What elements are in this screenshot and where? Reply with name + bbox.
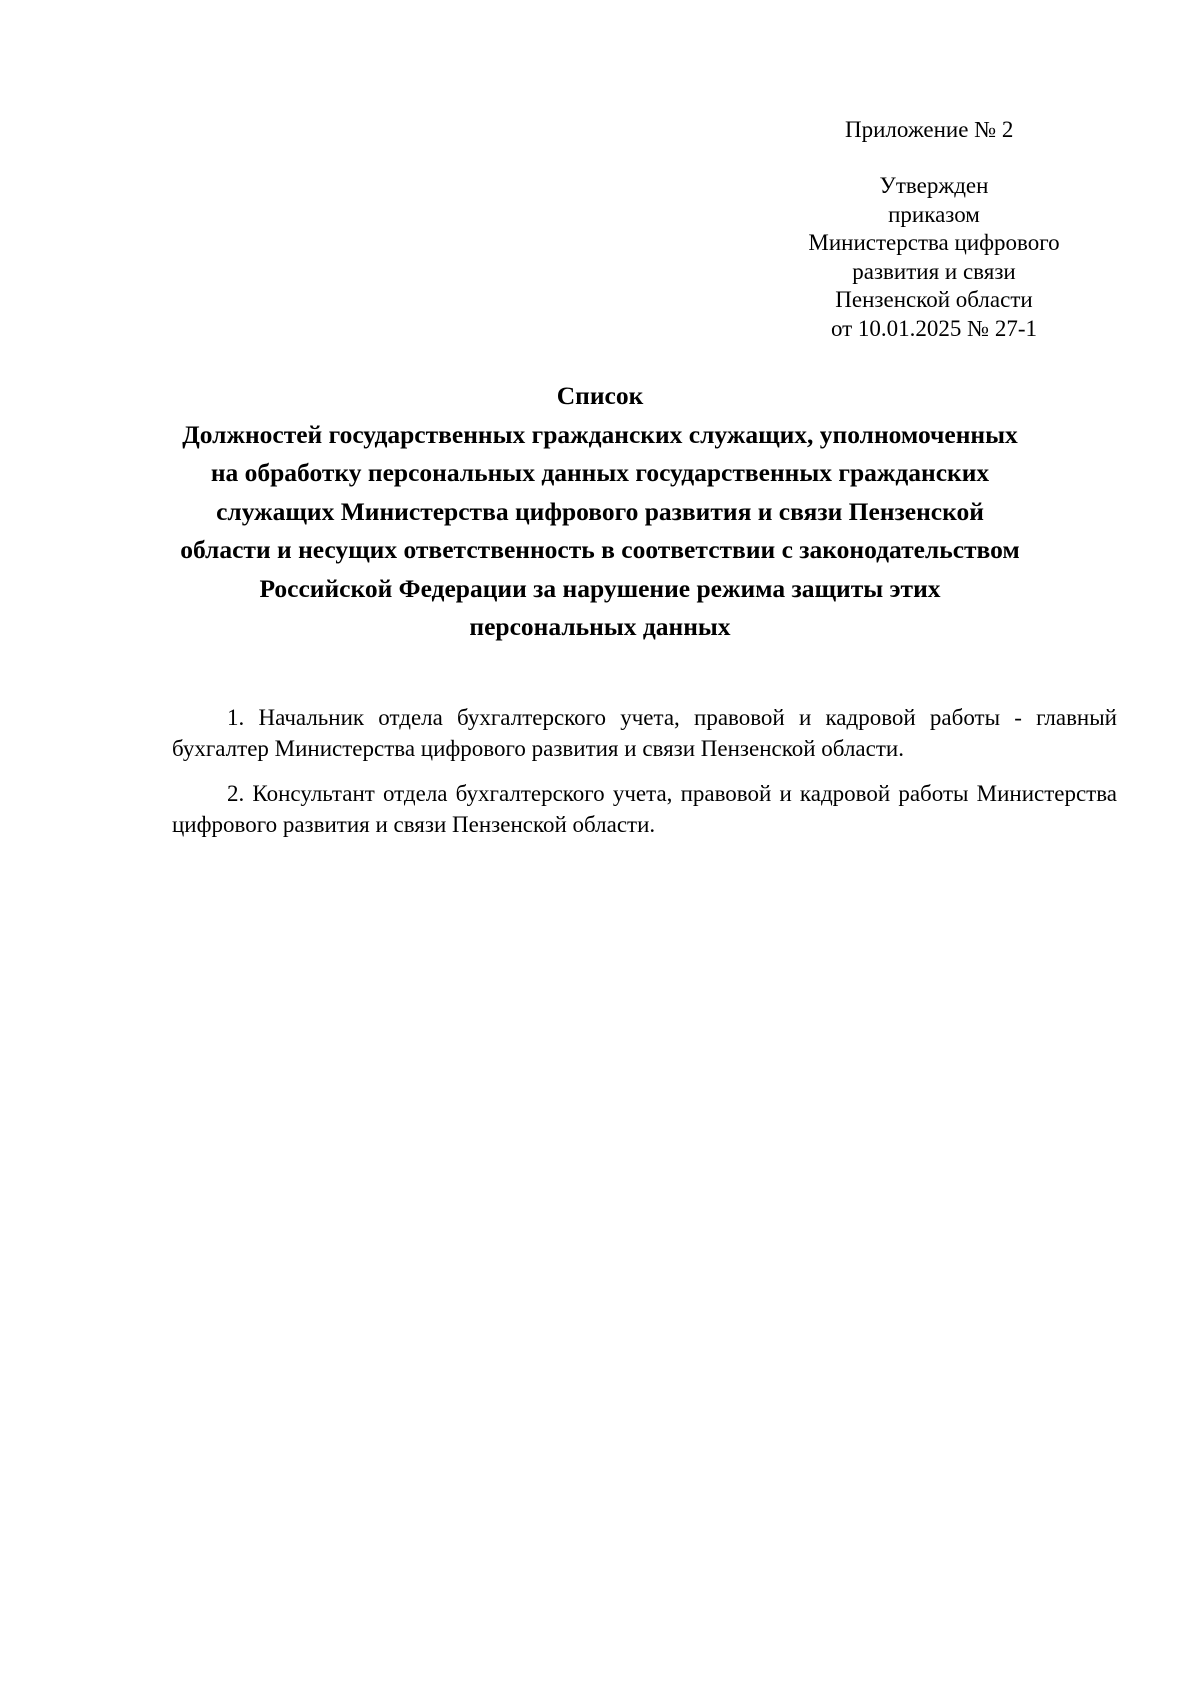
title-line: Должностей государственных гражданских служащих, уполномоченных [182,419,1018,449]
approval-line: Министерства цифрового [808,230,1060,256]
positions-list [172,703,1117,855]
list-item: 2. Консультант отдела бухгалтерского учета, правовой и кадровой работы Министерства цифрового развития и связи Пензенской области. [172,781,1117,837]
title-line: на обработку персональных данных государственных гражданских [210,458,990,487]
list-item: 1. Начальник отдела бухгалтерского учета, правовой и кадровой работы - главный бухгалтер Министерства цифрового развития и связи Пензенской области. [172,705,1117,761]
approval-line: развития и связи [852,258,1016,284]
title-line: области и несущих ответственность в соответствии с законодательством [180,535,1020,564]
title-heading: Список [556,381,644,410]
approval-line: Пензенской области [835,287,1033,313]
approval-line: приказом [888,201,980,227]
title-line: служащих Министерства цифрового развития и связи Пензенской [216,496,984,526]
appendix-label: Приложение № 2 [845,117,1014,142]
approval-block [790,172,1078,344]
title-line: Российской Федерации за нарушение режима защиты этих [259,573,941,603]
title-line: персональных данных [469,612,731,641]
document-title [150,377,1050,647]
approval-line: Утвержден [879,173,989,198]
approval-date-line: от 10.01.2025 № 27-1 [830,315,1038,341]
